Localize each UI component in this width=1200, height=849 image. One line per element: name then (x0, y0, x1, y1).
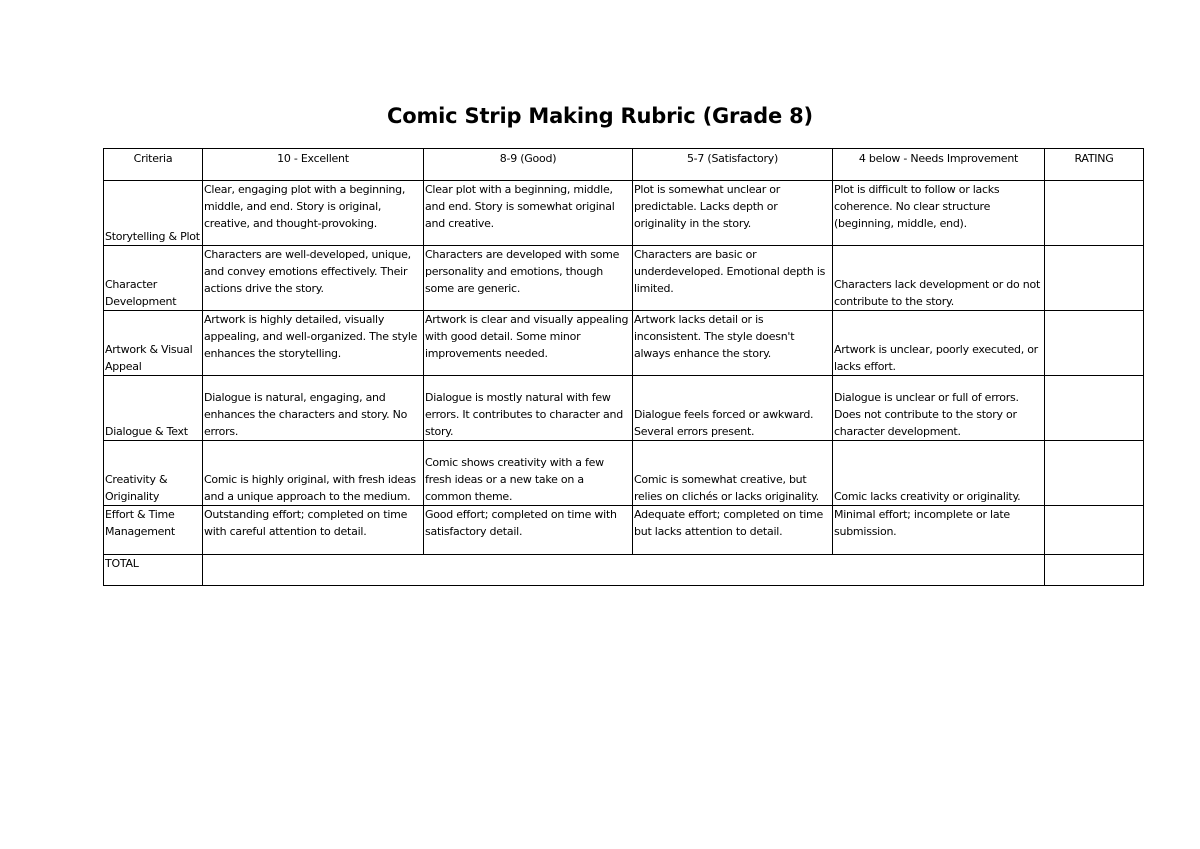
satisfactory-cell: Artwork lacks detail or is inconsistent. The style doesn't always enhance the story. (633, 311, 833, 376)
total-label: TOTAL (104, 555, 203, 586)
good-cell: Artwork is clear and visually appealing with good detail. Some minor improvements needed. (424, 311, 633, 376)
total-rating-cell[interactable] (1045, 555, 1144, 586)
criteria-cell: Character Development (104, 246, 203, 311)
table-row (104, 246, 1144, 311)
needs-improvement-cell: Comic lacks creativity or originality. (833, 441, 1045, 506)
header-rating: RATING (1045, 149, 1144, 181)
satisfactory-cell: Dialogue feels forced or awkward. Several errors present. (633, 376, 833, 441)
criteria-cell: Storytelling & Plot (104, 181, 203, 246)
criteria-cell: Artwork & Visual Appeal (104, 311, 203, 376)
table-row (104, 506, 1144, 555)
header-excellent: 10 - Excellent (203, 149, 424, 181)
total-span-cell (203, 555, 1045, 586)
good-cell: Dialogue is mostly natural with few errors. It contributes to character and story. (424, 376, 633, 441)
satisfactory-cell: Adequate effort; completed on time but lacks attention to detail. (633, 506, 833, 555)
page-title: Comic Strip Making Rubric (Grade 8) (387, 104, 813, 128)
rating-cell[interactable] (1045, 311, 1144, 376)
rating-cell[interactable] (1045, 246, 1144, 311)
excellent-cell: Clear, engaging plot with a beginning, middle, and end. Story is original, creative, and thought-provoking. (203, 181, 424, 246)
good-cell: Characters are developed with some personality and emotions, though some are generic. (424, 246, 633, 311)
rating-cell[interactable] (1045, 506, 1144, 555)
criteria-cell: Effort & Time Management (104, 506, 203, 555)
criteria-cell: Creativity & Originality (104, 441, 203, 506)
excellent-cell: Artwork is highly detailed, visually appealing, and well-organized. The style enhances the storytelling. (203, 311, 424, 376)
excellent-cell: Dialogue is natural, engaging, and enhances the characters and story. No errors. (203, 376, 424, 441)
good-cell: Good effort; completed on time with satisfactory detail. (424, 506, 633, 555)
rating-cell[interactable] (1045, 376, 1144, 441)
good-cell: Clear plot with a beginning, middle, and end. Story is somewhat original and creative. (424, 181, 633, 246)
excellent-cell: Characters are well-developed, unique, and convey emotions effectively. Their actions drive the story. (203, 246, 424, 311)
header-good: 8-9 (Good) (424, 149, 633, 181)
needs-improvement-cell: Artwork is unclear, poorly executed, or lacks effort. (833, 311, 1045, 376)
rating-cell[interactable] (1045, 441, 1144, 506)
needs-improvement-cell: Plot is difficult to follow or lacks coherence. No clear structure (beginning, middle, end). (833, 181, 1045, 246)
header-row (104, 149, 1144, 181)
header-criteria: Criteria (104, 149, 203, 181)
header-needs-improvement: 4 below - Needs Improvement (833, 149, 1045, 181)
criteria-cell: Dialogue & Text (104, 376, 203, 441)
header-satisfactory: 5-7 (Satisfactory) (633, 149, 833, 181)
needs-improvement-cell: Minimal effort; incomplete or late submission. (833, 506, 1045, 555)
table-row (104, 441, 1144, 506)
satisfactory-cell: Plot is somewhat unclear or predictable. Lacks depth or originality in the story. (633, 181, 833, 246)
good-cell: Comic shows creativity with a few fresh ideas or a new take on a common theme. (424, 441, 633, 506)
rating-cell[interactable] (1045, 181, 1144, 246)
satisfactory-cell: Comic is somewhat creative, but relies on clichés or lacks originality. (633, 441, 833, 506)
rubric-table (103, 148, 1144, 586)
table-row (104, 181, 1144, 246)
satisfactory-cell: Characters are basic or underdeveloped. Emotional depth is limited. (633, 246, 833, 311)
needs-improvement-cell: Characters lack development or do not contribute to the story. (833, 246, 1045, 311)
table-row (104, 376, 1144, 441)
total-row (104, 555, 1144, 586)
table-row (104, 311, 1144, 376)
excellent-cell: Comic is highly original, with fresh ideas and a unique approach to the medium. (203, 441, 424, 506)
excellent-cell: Outstanding effort; completed on time with careful attention to detail. (203, 506, 424, 555)
needs-improvement-cell: Dialogue is unclear or full of errors. Does not contribute to the story or character development. (833, 376, 1045, 441)
